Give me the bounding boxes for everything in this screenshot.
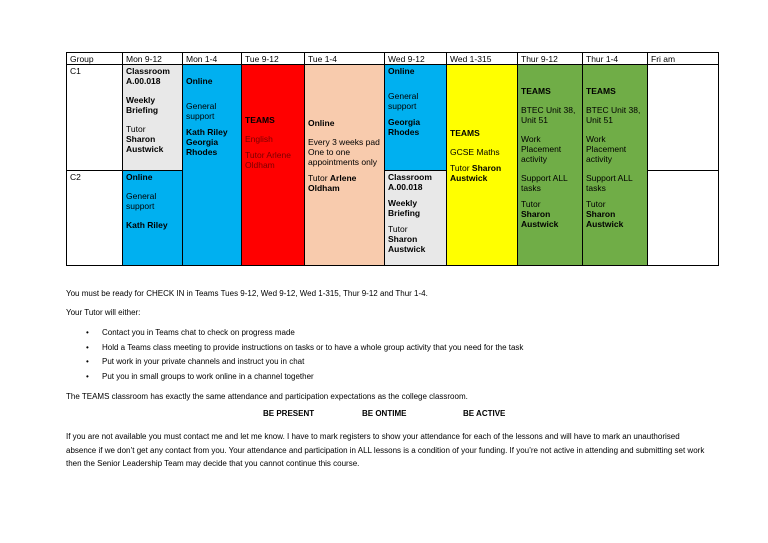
tutor-label: Tutor Arlene Oldham [245, 150, 291, 170]
cell-wed-am-c1 [385, 64, 446, 170]
tutor-intro: Your Tutor will either: [66, 308, 141, 317]
tutor-name: Sharon Austwick [450, 163, 502, 183]
support-label: Support ALL tasks [521, 173, 568, 193]
cell-mon-pm [183, 74, 241, 184]
cell-thu-pm [583, 84, 647, 254]
header-thu-pm: Thur 1-4 [586, 54, 619, 64]
mode-label: Online [388, 66, 415, 76]
tutor-caption: Tutor [126, 124, 146, 134]
staff-label: Kath Riley Georgia Rhodes [186, 127, 228, 157]
desc-label: General support [388, 91, 419, 111]
desc-label: Every 3 weeks pad One to one appointments only [308, 137, 380, 167]
desc-label: General support [126, 191, 157, 211]
mode-label: TEAMS [245, 115, 275, 125]
room-label: Classroom A.00.018 [388, 172, 432, 192]
list-item: • Hold a Teams class meeting to provide instructions on tasks or to have a whole group activity that you need for the task [82, 341, 523, 356]
activity-label: Work Placement activity [521, 134, 562, 164]
header-tue-am: Tue 9-12 [245, 54, 279, 64]
list-item: • Put work in your private channels and instruct you in chat [82, 355, 523, 370]
desc-label: General support [186, 101, 217, 121]
tutor-line [450, 163, 514, 183]
cell-tue-pm [305, 116, 384, 196]
header-group: Group [70, 54, 94, 64]
course-label: BTEC Unit 38, Unit 51 [586, 105, 641, 125]
tutor-caption: Tutor [521, 199, 541, 209]
be-ontime: BE ONTIME [362, 409, 407, 418]
be-active: BE ACTIVE [463, 409, 506, 418]
support-label: Support ALL tasks [586, 173, 633, 193]
mode-label: Online [126, 172, 153, 182]
header-mon-am: Mon 9-12 [126, 54, 162, 64]
activity-label: Work Placement activity [586, 134, 627, 164]
tutor-caption: Tutor [388, 224, 408, 234]
cell-wed-pm [447, 126, 517, 196]
list-item: • Contact you in Teams chat to check on progress made [82, 326, 523, 341]
tutor-caption: Tutor [450, 163, 470, 173]
tutor-name: Sharon Austwick [388, 234, 426, 254]
subject-label: GCSE Maths [450, 147, 500, 157]
group-c1: C1 [70, 66, 81, 76]
cell-tue-am [242, 113, 304, 183]
header-wed-am: Wed 9-12 [388, 54, 425, 64]
header-tue-pm: Tue 1-4 [308, 54, 337, 64]
header-mon-pm: Mon 1-4 [186, 54, 218, 64]
header-thu-am: Thur 9-12 [521, 54, 558, 64]
course-label: BTEC Unit 38, Unit 51 [521, 105, 576, 125]
tutor-name: Sharon Austwick [126, 134, 164, 154]
header-fri-am: Fri am [651, 54, 676, 64]
cell-wed-am-c2 [385, 170, 446, 265]
tutor-name: Sharon Austwick [521, 209, 559, 229]
tutor-actions-list [82, 326, 523, 384]
checkin-notice: You must be ready for CHECK IN in Teams Tues 9-12, Wed 9-12, Wed 1-315, Thur 9-12 and Thur 1-4. [66, 289, 428, 298]
tutor-caption: Tutor [586, 199, 606, 209]
session-label: Weekly Briefing [126, 95, 159, 115]
staff-label: Georgia Rhodes [388, 117, 421, 137]
header-wed-pm: Wed 1-315 [450, 54, 492, 64]
cell-thu-am [518, 84, 582, 254]
tutor-name: Arlene Oldham [308, 173, 357, 193]
tutor-name: Sharon Austwick [586, 209, 624, 229]
cell-mon-am-c2 [123, 170, 182, 265]
be-present: BE PRESENT [263, 409, 315, 418]
mode-label: TEAMS [521, 86, 551, 96]
room-label: Classroom A.00.018 [126, 66, 170, 86]
staff-label: Kath Riley [126, 220, 168, 230]
mode-label: TEAMS [586, 86, 616, 96]
tutor-line [308, 173, 381, 193]
tutor-caption: Tutor [308, 173, 328, 183]
mode-label: Online [308, 118, 335, 128]
cell-mon-am-c1 [123, 64, 182, 170]
subject-label: English [245, 134, 273, 144]
mode-label: Online [186, 76, 213, 86]
expectations-text: The TEAMS classroom has exactly the same attendance and participation expectations as the college classroom. [66, 392, 468, 401]
closing-paragraph: If you are not available you must contact me and let me know. I have to mark registers to show your attendance for each of the lessons and will have to mark an unauthorised absence if we don’t get any contact from you. Your attendance and participation in ALL lessons is a condition of your funding. If you’re not active in attending and submitting set work then the Senior Leadership Team may decide that you cannot continue this course. [66, 432, 705, 468]
session-label: Weekly Briefing [388, 198, 421, 218]
group-c2: C2 [70, 172, 81, 182]
list-item: • Put you in small groups to work online in a channel together [82, 370, 523, 385]
mode-label: TEAMS [450, 128, 480, 138]
